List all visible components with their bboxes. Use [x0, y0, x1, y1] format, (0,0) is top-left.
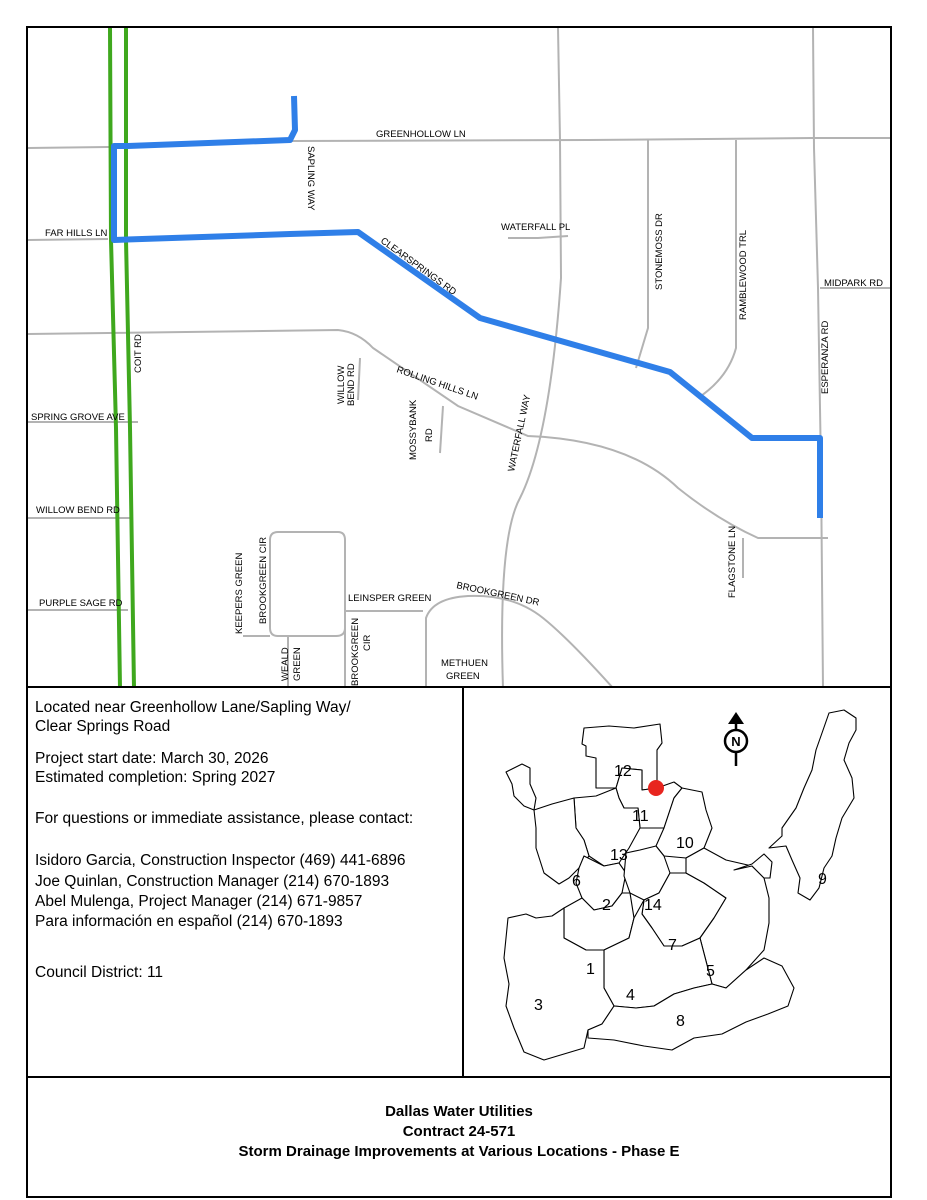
district-13-label: 13: [610, 847, 628, 864]
location-line-1: Located near Greenhollow Lane/Sapling Way/: [35, 699, 351, 716]
district-map: [464, 688, 890, 1076]
district-12-label: 12: [614, 763, 632, 780]
mossybank-street: [440, 406, 443, 453]
label-waterfall-way: WATERFALL WAY: [506, 393, 534, 473]
label-waterfall-pl: WATERFALL PL: [501, 222, 571, 233]
district-1-label: 1: [586, 961, 595, 978]
contact-project-manager: Abel Mulenga, Project Manager (214) 671-9857: [35, 893, 363, 910]
district-10-label: 10: [676, 835, 694, 852]
label-mossybank-rd-a: MOSSYBANK: [408, 399, 419, 460]
label-willow-bend-rd-a: WILLOW: [336, 365, 347, 404]
contact-inspector: Isidoro Garcia, Construction Inspector (469) 441-6896: [35, 852, 406, 869]
label-ramblewood-trl: RAMBLEWOOD TRL: [738, 229, 749, 320]
label-far-hills-ln: FAR HILLS LN: [45, 228, 108, 239]
coit-rd-west-lane: [110, 28, 120, 688]
label-flagstone-ln: FLAGSTONE LN: [727, 525, 738, 598]
agency-name: Dallas Water Utilities: [385, 1103, 533, 1120]
north-arrow-head: [728, 712, 744, 724]
location-line-2: Clear Springs Road: [35, 718, 171, 735]
inset-west-spur: [506, 764, 536, 810]
project-location-marker: [648, 780, 664, 796]
ramblewood-street: [698, 140, 736, 398]
council-district-inset: [464, 688, 890, 1076]
project-map: [28, 28, 890, 688]
district-5-label: 5: [706, 963, 715, 980]
label-weald-green-a: WEALD: [280, 647, 291, 681]
contact-spanish: Para información en español (214) 670-1893: [35, 913, 343, 930]
title-block: [28, 1076, 890, 1198]
waterfall-pl-street: [508, 236, 568, 238]
north-arrow: [725, 712, 747, 766]
label-weald-green-b: GREEN: [292, 647, 303, 681]
street-map: [28, 28, 890, 688]
label-midpark-rd: MIDPARK RD: [824, 278, 883, 289]
contact-construction-manager: Joe Quinlan, Construction Manager (214) 670-1893: [35, 873, 390, 890]
label-rolling-hills-ln: ROLLING HILLS LN: [395, 364, 480, 403]
council-district: Council District: 11: [35, 964, 164, 981]
brookgreen-cir-loop: [270, 532, 345, 636]
district-6-label: 6: [572, 873, 581, 890]
district-14-label: 14: [644, 897, 662, 914]
label-stonemoss-dr: STONEMOSS DR: [654, 213, 665, 290]
label-willow-bend-rd-west: WILLOW BEND RD: [36, 505, 120, 516]
district-9-label: 9: [818, 871, 827, 888]
label-brookgreen-cir-b1: BROOKGREEN: [350, 617, 361, 686]
district-boundaries: [504, 710, 856, 1060]
label-brookgreen-cir-b2: CIR: [362, 634, 373, 651]
label-willow-bend-rd-b: BEND RD: [346, 363, 357, 406]
district-8-label: 8: [676, 1013, 685, 1030]
willow-bend-rd-street: [358, 358, 360, 400]
district-9-boundary: [769, 710, 856, 900]
label-methuen-green-b: GREEN: [446, 671, 480, 682]
label-leinsper-green: LEINSPER GREEN: [348, 593, 432, 604]
district-11-label: 11: [632, 808, 649, 825]
district-3-label: 3: [534, 997, 543, 1014]
label-esperanza-rd: ESPERANZA RD: [820, 320, 831, 394]
label-mossybank-rd-b: RD: [424, 428, 435, 442]
label-spring-grove-ave: SPRING GROVE AVE: [31, 412, 125, 423]
street-labels: [31, 129, 883, 686]
label-methuen-green-a: METHUEN: [441, 658, 488, 669]
label-coit-rd: COIT RD: [133, 334, 144, 373]
label-clearsprings-rd: CLEARSPRINGS RD: [378, 235, 459, 298]
district-4-label: 4: [626, 987, 635, 1004]
project-title: Storm Drainage Improvements at Various Locations - Phase E: [238, 1143, 680, 1160]
stonemoss-street: [636, 140, 648, 368]
label-greenhollow-ln: GREENHOLLOW LN: [376, 129, 466, 140]
label-brookgreen-dr: BROOKGREEN DR: [455, 580, 541, 609]
coit-rd-highway: [110, 28, 134, 688]
project-start-date: Project start date: March 30, 2026: [35, 750, 269, 767]
contact-intro: For questions or immediate assistance, please contact:: [35, 810, 414, 827]
district-7-label: 7: [668, 937, 677, 954]
label-brookgreen-cir-a: BROOKGREEN CIR: [258, 536, 269, 624]
project-route: [114, 96, 820, 518]
label-sapling-way: SAPLING WAY: [305, 146, 316, 211]
district-2-label: 2: [602, 897, 611, 914]
waterfall-way-street: [502, 28, 561, 688]
estimated-completion: Estimated completion: Spring 2027: [35, 769, 276, 786]
project-info-panel: [28, 688, 464, 1076]
label-purple-sage-rd: PURPLE SAGE RD: [39, 598, 123, 609]
far-hills-ln-street: [28, 239, 108, 240]
label-keepers-green: KEEPERS GREEN: [234, 552, 245, 634]
north-arrow-letter: N: [731, 734, 741, 749]
contract-number: Contract 24-571: [402, 1123, 516, 1140]
map-sheet: [26, 26, 892, 1198]
